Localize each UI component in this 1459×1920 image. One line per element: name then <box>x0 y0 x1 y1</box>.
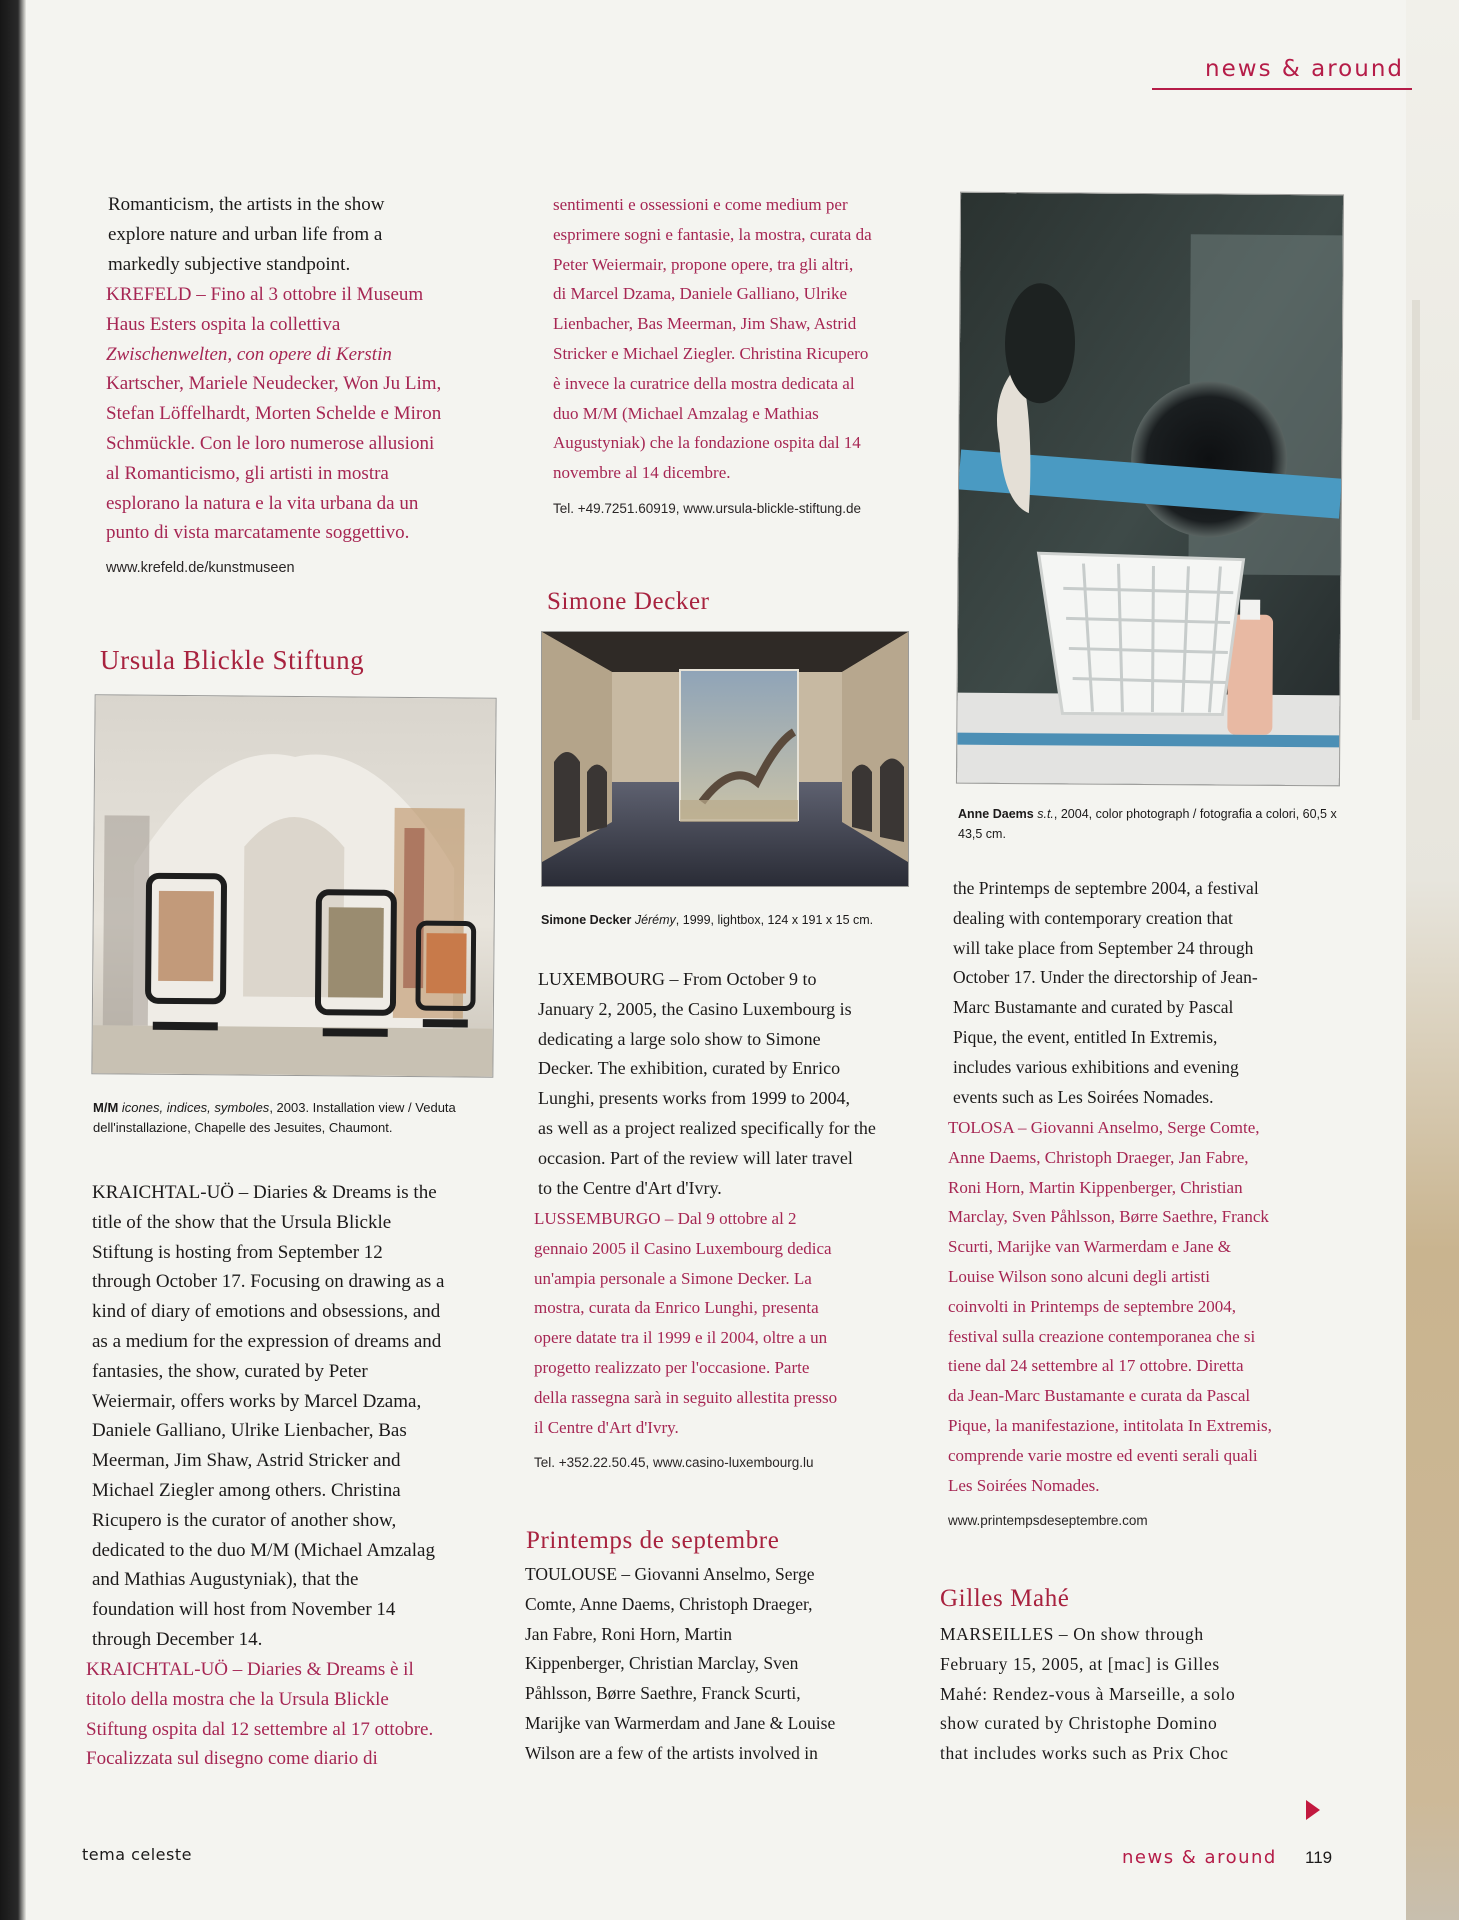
text-line: titolo della mostra che la Ursula Blickle <box>86 1688 389 1710</box>
casino-contact: Tel. +352.22.50.45, www.casino-luxembourg.lu <box>534 1455 814 1471</box>
text-line: sentimenti e ossessioni e come medium per <box>553 195 848 214</box>
text-line: Scurti, Marijke van Warmerdam e Jane & <box>948 1237 1231 1257</box>
page-number: 119 <box>1305 1848 1333 1867</box>
ursula-contact: Tel. +49.7251.60919, www.ursula-blickle-stiftung.de <box>553 500 862 516</box>
text-line: foundation will host from November 14 <box>92 1599 396 1621</box>
magazine-name: tema celeste <box>82 1845 192 1864</box>
text-line: Schmückle. Con le loro numerose allusioni <box>106 432 435 454</box>
text-line: di Marcel Dzama, Daniele Galliano, Ulrike <box>553 284 848 304</box>
text-line: duo M/M (Michael Amzalag e Mathias <box>553 403 819 423</box>
text-line: that includes works such as Prix Choc <box>940 1743 1229 1764</box>
section-header-tab: news & around <box>1152 56 1412 90</box>
caption-title: icones, indices, symboles <box>121 1100 270 1115</box>
text-line: Mahé: Rendez-vous à Marseille, a solo <box>940 1683 1236 1704</box>
text-line: title of the show that the Ursula Blickle <box>92 1211 392 1233</box>
text-line: the Printemps de septembre 2004, a festival <box>953 878 1259 898</box>
text-line: show curated by Christophe Domino <box>940 1713 1218 1734</box>
text-line: includes various exhibitions and evening <box>953 1056 1239 1077</box>
printemps-english-paragraph <box>953 874 1353 1112</box>
text-line: Ricupero is the curator of another show, <box>92 1509 397 1531</box>
text-line: al Romanticismo, gli artisti in mostra <box>106 462 389 484</box>
caption-details: , 2003. Installation view / Veduta dell'installazione, Chapelle des Jesuites, Chaumont. <box>93 1100 456 1135</box>
text-line: Pique, the event, entitled In Extremis, <box>953 1026 1218 1047</box>
caption-details: , 1999, lightbox, 124 x 191 x 15 cm. <box>675 913 874 927</box>
text-line: occasion. Part of the review will later travel <box>538 1147 853 1168</box>
text-line: TOULOUSE – Giovanni Anselmo, Serge <box>525 1564 815 1584</box>
caption-details: , 2004, color photograph / fotografia a colori, 60,5 x 43,5 cm. <box>958 807 1337 841</box>
text-line: fantasies, the show, curated by Peter <box>92 1360 368 1382</box>
text-line: Stiftung is hosting from September 12 <box>92 1241 383 1263</box>
text-line: Stefan Löffelhardt, Morten Schelde e Miron <box>106 403 442 425</box>
text-line: as well as a project realized specifically for the <box>538 1117 876 1138</box>
text-line: through October 17. Focusing on drawing as a <box>92 1271 445 1293</box>
text-line: esprimere sogni e fantasie, la mostra, curata da <box>553 224 872 244</box>
text-line: progetto realizzato per l'occasione. Parte <box>534 1357 810 1377</box>
text-line: comprende varie mostre ed eventi serali quali <box>948 1445 1258 1465</box>
text-line: Haus Esters ospita la collettiva <box>106 313 341 335</box>
laundry-basket-image <box>957 193 1343 786</box>
text-line: Daniele Galliano, Ulrike Lienbacher, Bas <box>92 1420 407 1442</box>
heading-simone-decker: Simone Decker <box>547 588 710 615</box>
tolosa-italian-paragraph <box>948 1113 1358 1536</box>
toulouse-english-paragraph <box>525 1560 935 1769</box>
heading-gilles-mahe: Gilles Mahé <box>940 1585 1070 1612</box>
caption-title: s.t. <box>1037 807 1054 821</box>
text-line: dedicated to the duo M/M (Michael Amzalag <box>92 1539 435 1561</box>
text-line: Marc Bustamante and curated by Pascal <box>953 997 1234 1018</box>
text-line: gennaio 2005 il Casino Luxembourg dedica <box>534 1238 832 1258</box>
text-line: February 15, 2005, at [mac] is Gilles <box>940 1653 1220 1674</box>
text-line: January 2, 2005, the Casino Luxembourg is <box>538 998 852 1019</box>
text-line: un'ampia personale a Simone Decker. La <box>534 1268 812 1288</box>
anne-daems-photo <box>956 192 1344 787</box>
text-line: October 17. Under the directorship of Jean- <box>953 967 1258 988</box>
text-line: novembre al 14 dicembre. <box>553 463 731 483</box>
text-line: Focalizzata sul disegno come diario di <box>86 1748 378 1770</box>
continue-arrow-icon <box>1306 1800 1320 1820</box>
next-page-edge <box>1406 0 1459 1920</box>
krefeld-italian-paragraph <box>106 280 526 584</box>
text-line: Louise Wilson sono alcuni degli artisti <box>948 1266 1210 1286</box>
text-line: il Centre d'Art d'Ivry. <box>534 1417 679 1437</box>
heading-ursula-blickle: Ursula Blickle Stiftung <box>100 645 365 675</box>
text-line: Roni Horn, Martin Kippenberger, Christian <box>948 1177 1243 1197</box>
text-line: will take place from September 24 through <box>953 937 1254 958</box>
text-line: della rassegna sarà in seguito allestita presso <box>534 1387 838 1407</box>
text-line: Meerman, Jim Shaw, Astrid Stricker and <box>92 1450 401 1472</box>
text-line: dedicating a large solo show to Simone <box>538 1028 821 1049</box>
intro-paragraph <box>108 190 508 279</box>
text-line: Lunghi, presents works from 1999 to 2004, <box>538 1088 850 1109</box>
text-line: Romanticism, the artists in the show <box>108 194 385 215</box>
text-line: Weiermair, offers works by Marcel Dzama, <box>92 1390 422 1412</box>
page-edge-strip <box>1412 300 1420 720</box>
text-line: TOLOSA – Giovanni Anselmo, Serge Comte, <box>948 1118 1260 1137</box>
text-line: LUXEMBOURG – From October 9 to <box>538 969 817 989</box>
text-line: Påhlsson, Børre Saethre, Franck Scurti, <box>525 1683 801 1704</box>
mm-caption <box>93 1098 513 1138</box>
text-line: Stricker e Michael Ziegler. Christina Ricupero <box>553 343 869 363</box>
caption-artist: Anne Daems <box>958 807 1034 821</box>
text-line: explore nature and urban life from a <box>108 223 383 245</box>
caption-artist: Simone Decker <box>541 913 632 927</box>
text-line: KRAICHTAL-UÖ – Diaries & Dreams is the <box>92 1182 437 1203</box>
text-line: esplorano la natura e la vita urbana da un <box>106 492 419 514</box>
text-line: Jan Fabre, Roni Horn, Martin <box>525 1623 733 1644</box>
krefeld-url: www.krefeld.de/kunstmuseen <box>106 560 295 577</box>
text-line: LUSSEMBURGO – Dal 9 ottobre al 2 <box>534 1209 797 1228</box>
text-line: è invece la curatrice della mostra dedicata al <box>553 373 855 393</box>
text-line: Augustyniak) che la fondazione ospita dal 14 <box>553 433 861 453</box>
text-line: KREFELD – Fino al 3 ottobre il Museum <box>106 284 424 305</box>
text-line: punto di vista marcatamente soggettivo. <box>106 522 410 544</box>
text-line: dealing with contemporary creation that <box>953 907 1233 928</box>
text-line: Kartscher, Mariele Neudecker, Won Ju Lim, <box>106 373 442 395</box>
text-line: Michael Ziegler among others. Christina <box>92 1479 401 1501</box>
kraichtal-english-paragraph <box>92 1178 512 1655</box>
text-line: to the Centre d'Art d'Ivry. <box>538 1177 722 1198</box>
printemps-url: www.printempsdeseptembre.com <box>948 1513 1148 1529</box>
text-line: da Jean-Marc Bustamante e curata da Pascal <box>948 1386 1251 1406</box>
luxembourg-italian-paragraph <box>534 1204 944 1478</box>
text-line: Anne Daems, Christoph Draeger, Jan Fabre, <box>948 1147 1249 1167</box>
chapel-installation-image <box>92 695 495 1076</box>
heading-printemps-de-septembre: Printemps de septembre <box>526 1527 780 1554</box>
text-line: opere datate tra il 1999 e il 2004, oltre a un <box>534 1328 828 1348</box>
anne-daems-caption <box>958 804 1338 844</box>
caption-title: Jérémy <box>634 913 676 927</box>
text-line: Wilson are a few of the artists involved in <box>525 1742 818 1763</box>
text-line: festival sulla creazione contemporanea che si <box>948 1326 1256 1346</box>
text-line: events such as Les Soirées Nomades. <box>953 1086 1214 1107</box>
text-line: Marijke van Warmerdam and Jane & Louise <box>525 1712 836 1733</box>
mm-installation-photo <box>91 694 496 1077</box>
text-line: Les Soirées Nomades. <box>948 1475 1100 1495</box>
text-line: Zwischenwelten, con opere di Kerstin <box>106 343 392 365</box>
text-line: markedly subjective standpoint. <box>108 253 351 275</box>
jeremy-lightbox-image <box>542 632 908 886</box>
text-line: kind of diary of emotions and obsessions, and <box>92 1301 441 1323</box>
text-line: and Mathias Augustyniak), that the <box>92 1569 359 1591</box>
text-line: Marclay, Sven Påhlsson, Børre Saethre, Franck <box>948 1207 1269 1227</box>
footer-section-label: news & around <box>1122 1847 1277 1868</box>
text-line: Stiftung ospita dal 12 settembre al 17 ottobre. <box>86 1718 434 1740</box>
ursula-italian-continuation <box>553 190 953 524</box>
text-line: tiene dal 24 settembre al 17 ottobre. Diretta <box>948 1356 1244 1376</box>
simone-decker-caption <box>541 910 921 930</box>
text-line: Kippenberger, Christian Marclay, Sven <box>525 1653 799 1674</box>
text-line: Pique, la manifestazione, intitolata In Extremis, <box>948 1415 1272 1435</box>
text-line: Decker. The exhibition, curated by Enrico <box>538 1058 841 1079</box>
text-line: as a medium for the expression of dreams and <box>92 1330 442 1352</box>
text-line: through December 14. <box>92 1628 263 1650</box>
kraichtal-italian-paragraph <box>86 1655 516 1774</box>
text-line: KRAICHTAL-UÖ – Diaries & Dreams è il <box>86 1659 414 1680</box>
marseilles-english-paragraph <box>940 1620 1340 1769</box>
simone-decker-photo <box>541 631 909 887</box>
luxembourg-english-paragraph <box>538 965 938 1203</box>
text-line: Lienbacher, Bas Meerman, Jim Shaw, Astrid <box>553 314 857 334</box>
text-line: coinvolti in Printemps de septembre 2004, <box>948 1296 1237 1316</box>
text-line: Comte, Anne Daems, Christoph Draeger, <box>525 1593 813 1614</box>
caption-artist: M/M <box>93 1100 119 1115</box>
text-line: MARSEILLES – On show through <box>940 1624 1204 1644</box>
text-line: mostra, curata da Enrico Lunghi, presenta <box>534 1298 819 1318</box>
text-line: Peter Weiermair, propone opere, tra gli altri, <box>553 254 854 274</box>
